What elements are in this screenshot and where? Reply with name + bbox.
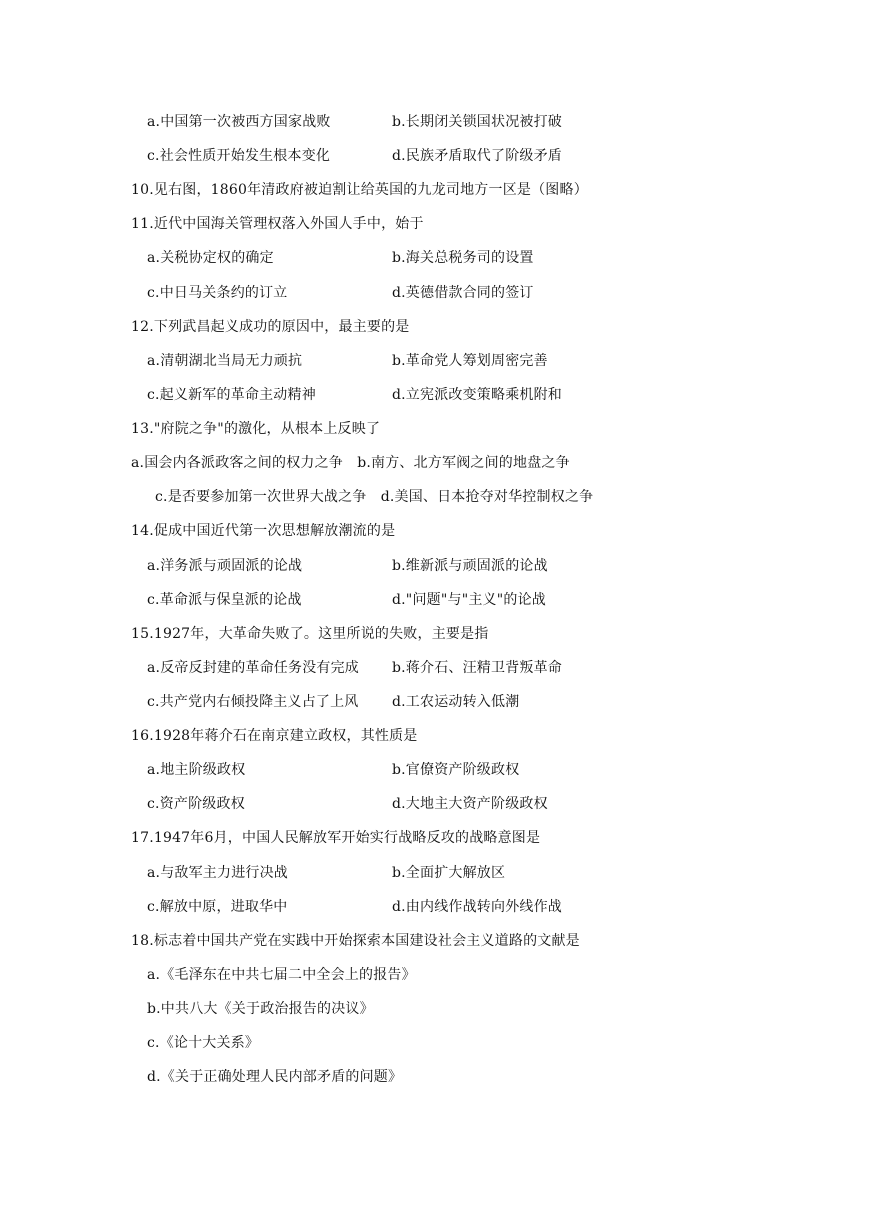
q15-stem: 15.1927年，大革命失败了。这里所说的失败，主要是指: [131, 626, 489, 642]
q18-option-d: d.《关于正确处理人民内部矛盾的问题》: [147, 1069, 403, 1085]
q15-option-c: c.共产党内右倾投降主义占了上风: [147, 694, 359, 710]
q13-options-cd: c.是否要参加第一次世界大战之争 d.美国、日本抢夺对华控制权之争: [155, 489, 594, 505]
q14-option-b: b.维新派与顽固派的论战: [392, 558, 548, 574]
q17-option-c: c.解放中原，进取华中: [147, 899, 288, 915]
q11-stem: 11.近代中国海关管理权落入外国人手中，始于: [131, 216, 424, 232]
q16-option-a: a.地主阶级政权: [147, 762, 246, 778]
q11-option-b: b.海关总税务司的设置: [392, 250, 534, 266]
q15-option-a: a.反帝反封建的革命任务没有完成: [147, 660, 359, 676]
q9-option-d: d.民族矛盾取代了阶级矛盾: [392, 148, 563, 164]
q12-stem: 12.下列武昌起义成功的原因中，最主要的是: [131, 319, 410, 335]
q18-option-b: b.中共八大《关于政治报告的决议》: [147, 1001, 374, 1017]
q17-option-a: a.与敌军主力进行决战: [147, 865, 288, 881]
q10-stem: 10.见右图，1860年清政府被迫割让给英国的九龙司地方一区是（图略）: [131, 182, 588, 198]
q13-options-ab: a.国会内各派政客之间的权力之争 b.南方、北方军阀之间的地盘之争: [131, 455, 570, 471]
q12-option-c: c.起义新军的革命主动精神: [147, 387, 316, 403]
q12-option-b: b.革命党人筹划周密完善: [392, 353, 548, 369]
q18-option-c: c.《论十大关系》: [147, 1035, 260, 1051]
q16-option-c: c.资产阶级政权: [147, 796, 245, 812]
q17-option-d: d.由内线作战转向外线作战: [392, 899, 563, 915]
q18-stem: 18.标志着中国共产党在实践中开始探索本国建设社会主义道路的文献是: [131, 933, 580, 949]
q17-option-b: b.全面扩大解放区: [392, 865, 506, 881]
q15-option-d: d.工农运动转入低潮: [392, 694, 520, 710]
q17-stem: 17.1947年6月，中国人民解放军开始实行战略反攻的战略意图是: [131, 830, 541, 846]
q16-option-d: d.大地主大资产阶级政权: [392, 796, 548, 812]
q16-stem: 16.1928年蒋介石在南京建立政权，其性质是: [131, 728, 418, 744]
q15-option-b: b.蒋介石、汪精卫背叛革命: [392, 660, 563, 676]
q12-option-a: a.清朝湖北当局无力顽抗: [147, 353, 303, 369]
q14-option-d: d."问题"与"主义"的论战: [392, 592, 546, 608]
q13-stem: 13."府院之争"的激化，从根本上反映了: [131, 421, 381, 437]
q11-option-d: d.英德借款合同的签订: [392, 285, 534, 301]
q14-option-c: c.革命派与保皇派的论战: [147, 592, 302, 608]
q18-option-a: a.《毛泽东在中共七届二中全会上的报告》: [147, 967, 416, 983]
q14-stem: 14.促成中国近代第一次思想解放潮流的是: [131, 523, 396, 539]
q9-option-b: b.长期闭关锁国状况被打破: [392, 114, 563, 130]
q16-option-b: b.官僚资产阶级政权: [392, 762, 520, 778]
q11-option-c: c.中日马关条约的订立: [147, 285, 288, 301]
q12-option-d: d.立宪派改变策略乘机附和: [392, 387, 563, 403]
q14-option-a: a.洋务派与顽固派的论战: [147, 558, 303, 574]
q9-option-c: c.社会性质开始发生根本变化: [147, 148, 331, 164]
q9-option-a: a.中国第一次被西方国家战败: [147, 114, 331, 130]
q11-option-a: a.关税协定权的确定: [147, 250, 274, 266]
